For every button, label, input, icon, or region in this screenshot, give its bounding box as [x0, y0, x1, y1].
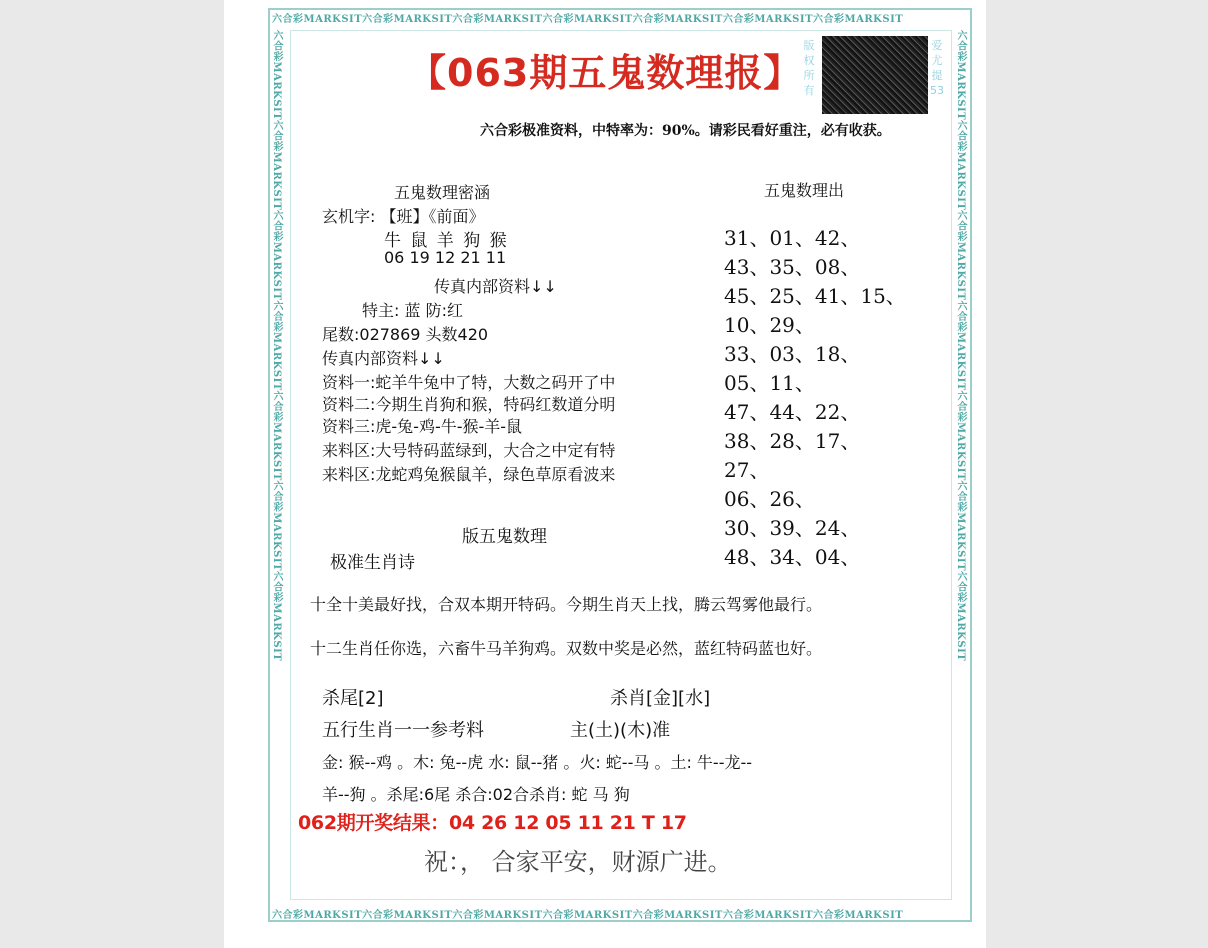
- number-row: 38、28、17、: [724, 429, 861, 453]
- number-row: 06、26、: [724, 487, 815, 511]
- left-line: 来料区:大号特码蓝绿到，大合之中定有特: [322, 441, 616, 460]
- section-heading: 版五鬼数理: [462, 527, 547, 547]
- left-line: 传真内部资料↓↓: [322, 349, 445, 368]
- left-line: 牛 鼠 羊 狗 猴: [384, 231, 509, 251]
- left-line: 06 19 12 21 11: [384, 248, 507, 267]
- draw-result: 062期开奖结果：04 26 12 05 11 21 T 17: [298, 812, 687, 834]
- right-column-heading: 五鬼数理出: [764, 181, 845, 200]
- number-row: 10、29、: [724, 313, 815, 337]
- number-row: 27、: [724, 458, 770, 482]
- number-list: [724, 224, 906, 572]
- number-row: 43、35、08、: [724, 255, 861, 279]
- blessing-text: 祝：， 合家平安，财源广进。: [424, 848, 732, 876]
- kill-tail: 杀尾[2]: [322, 688, 384, 709]
- wuxing-line: 金: 猴--鸡 。木: 兔--虎 水: 鼠--猪 。火: 蛇--马 。土: 牛--龙--: [322, 753, 753, 772]
- wuxing-main: 主(土)(木)准: [570, 720, 671, 741]
- poem-line: 十二生肖任你选，六畜牛马羊狗鸡。双数中奖是必然，蓝红特码蓝也好。: [310, 639, 823, 658]
- intro-text: 六合彩极准资料，中特率为：90%。请彩民看好重注，必有收获。: [480, 123, 891, 139]
- left-line: 资料三:虎-兔-鸡-牛-猴-羊-鼠: [322, 417, 523, 436]
- section-heading: 极准生肖诗: [330, 553, 415, 573]
- number-row: 48、34、04、: [724, 545, 861, 569]
- number-row: 31、01、42、: [724, 226, 861, 250]
- poem-line: 十全十美最好找，合双本期开特码。今期生肖天上找，腾云驾雾他最行。: [310, 595, 823, 614]
- left-line: 特主: 蓝 防:红: [362, 301, 463, 320]
- kill-shaw: 杀肖[金][水]: [610, 688, 711, 709]
- left-column-heading: 五鬼数理密涵: [394, 183, 491, 202]
- qr-side-label-left: 版权所有: [803, 39, 815, 97]
- left-line: 资料一:蛇羊牛兔中了特，大数之码开了中: [322, 373, 616, 392]
- number-row: 33、03、18、: [724, 342, 861, 366]
- wuxing-line: 羊--狗 。杀尾:6尾 杀合:02合杀肖: 蛇 马 狗: [322, 785, 630, 804]
- page-title: 【063期五鬼数理报】: [408, 51, 803, 95]
- qr-side-label-right: 爱尤提53: [930, 39, 944, 97]
- number-row: 30、39、24、: [724, 516, 861, 540]
- number-row: 47、44、22、: [724, 400, 861, 424]
- left-line: 玄机字: 【班】《前面》: [322, 207, 485, 226]
- qr-code-image: [822, 36, 928, 114]
- number-row: 05、11、: [724, 371, 815, 395]
- left-line: 来料区:龙蛇鸡兔猴鼠羊，绿色草原看波来: [322, 465, 616, 484]
- watermark-bottom: 六合彩MARKSIT六合彩MARKSIT六合彩MARKSIT六合彩MARKSIT六合彩MARKSIT六合彩MARKSIT六合彩MARKSIT: [272, 910, 904, 920]
- left-line: 资料二:今期生肖狗和猴，特码红数道分明: [322, 395, 616, 414]
- watermark-right: 六合彩MARKSIT六合彩MARKSIT六合彩MARKSIT六合彩MARKSIT六合彩MARKSIT六合彩MARKSIT六合彩MARKSIT: [955, 30, 966, 662]
- number-row: 45、25、41、15、: [724, 284, 906, 308]
- watermark-top: 六合彩MARKSIT六合彩MARKSIT六合彩MARKSIT六合彩MARKSIT六合彩MARKSIT六合彩MARKSIT六合彩MARKSIT: [272, 14, 904, 24]
- watermark-left: 六合彩MARKSIT六合彩MARKSIT六合彩MARKSIT六合彩MARKSIT六合彩MARKSIT六合彩MARKSIT六合彩MARKSIT: [271, 30, 282, 662]
- left-line: 尾数:027869 头数420: [322, 325, 489, 344]
- left-line: 传真内部资料↓↓: [434, 277, 557, 296]
- wuxing-title: 五行生肖一一参考料: [322, 720, 484, 741]
